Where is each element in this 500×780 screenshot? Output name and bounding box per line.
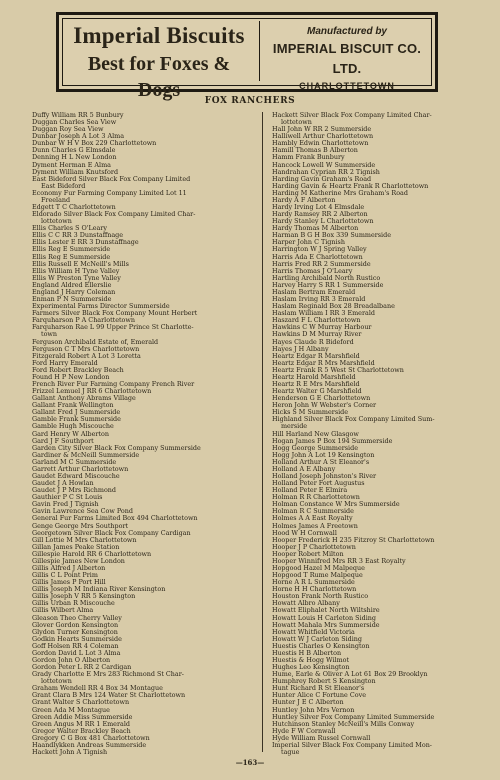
listing-entry: Gavin Lawrence Sea Cow Pond xyxy=(32,508,133,516)
listing-entry: Harman B G H Box 339 Summerside xyxy=(272,232,391,240)
listing-entry: Gillis C L Point Prim xyxy=(32,572,98,580)
listing-continuation: lottetown xyxy=(41,218,72,226)
listing-entry: Harris Thomas J O'Leary xyxy=(272,267,353,275)
listing-entry: Horne A R L Summerside xyxy=(272,579,355,587)
listing-entry: Heartz Walter G Marshfield xyxy=(272,388,362,396)
listing-entry: Gamble Frank Summerside xyxy=(32,416,121,424)
listing-entry: Huestis H B Alberton xyxy=(272,649,342,657)
listing-entry: Ellis Russell E McNeill's Mills xyxy=(32,260,129,268)
listing-entry: Howatt Albro Albany xyxy=(272,600,340,608)
listing-entry: Holland Peter Fort Augustus xyxy=(272,480,365,488)
listing-entry: Ford Harry Emerald xyxy=(32,359,98,367)
listing-entry: Haandlykken Andreas Summerside xyxy=(32,741,147,749)
listing-entry: Edgett T C Charlottetown xyxy=(32,204,116,212)
listing-entry: Heartz Edgar R Mrs Marshfield xyxy=(272,359,375,367)
listing-entry: Farquharson Rae L 99 Upper Prince St Charlotte- xyxy=(32,324,194,332)
listing-entry: Hyde F W Cornwall xyxy=(272,727,336,735)
listing-entry: Hardy Stanley L Charlottetown xyxy=(272,218,374,226)
listing-entry: Gordon Peter L RR 2 Cardigan xyxy=(32,664,132,672)
listing-entry: Gleason Theo Cherry Valley xyxy=(32,614,122,622)
listing-entry: Garrett Arthur Charlottetown xyxy=(32,465,129,473)
listing-entry: Frizzel Lemuel J RR 6 Charlottetown xyxy=(32,388,152,396)
listing-entry: Handrahan Cyprian RR 2 Tignish xyxy=(272,168,380,176)
listing-entry: Hancock Lowell W Summerside xyxy=(272,161,376,169)
listing-entry: Hambly Edwin Charlottetown xyxy=(272,140,369,148)
column-divider xyxy=(262,112,263,752)
listing-entry: Farquharson P A Charlottetown xyxy=(32,317,135,325)
ad-brand-line: Imperial Biscuits xyxy=(73,23,245,48)
listing-entry: Harris Fred RR 2 Summerside xyxy=(272,260,371,268)
listing-entry: Hawkins C W Murray Harbour xyxy=(272,324,372,332)
listing-entry: Gaudet Edward Miscouche xyxy=(32,472,120,480)
listing-entry: Genge George Mrs Southport xyxy=(32,522,129,530)
listing-entry: Gillis Wilbert Alma xyxy=(32,607,94,615)
listing-continuation: lottetown xyxy=(281,119,312,127)
listing-entry: Gardiner & McNeill Summerside xyxy=(32,451,140,459)
listing-entry: Gard J F Southport xyxy=(32,437,94,445)
listing-entry: Haslam Irving RR 3 Emerald xyxy=(272,296,366,304)
listing-entry: Eldorado Silver Black Fox Company Limited Char- xyxy=(32,211,196,219)
listing-entry: Dyment Herman E Alma xyxy=(32,161,111,169)
listing-entry: Heartz Frank R 5 West St Charlottetown xyxy=(272,366,404,374)
listing-continuation: tague xyxy=(281,749,300,757)
listing-entry: Harding Gavin Graham's Road xyxy=(272,175,372,183)
listing-entry: Grant Walter S Charlottetown xyxy=(32,699,130,707)
listing-entry: Grant Clara B Mrs 124 Water St Charlottetown xyxy=(32,692,186,700)
listing-entry: Gillis James P Port Hill xyxy=(32,579,106,587)
listing-entry: Hooper Frederick H 235 Fitzroy St Charlottetown xyxy=(272,536,435,544)
listing-entry: Hackett Silver Black Fox Company Limited Char- xyxy=(272,112,432,119)
listing-entry: Gillan James Peake Station xyxy=(32,543,120,551)
listing-entry: Hopgood Hazel M Malpeque xyxy=(272,565,365,572)
listing-entry: Gamble Hugh Miscouche xyxy=(32,423,114,431)
listing-entry: Howatt Louis H Carleton Siding xyxy=(272,614,376,622)
listing-entry: French River Fur Farming Company French River xyxy=(32,380,195,388)
listing-entry: Haszard F L Charlottetown xyxy=(272,317,361,325)
listing-entry: England Aldred Ellerslie xyxy=(32,281,112,289)
listing-entry: Gard Henry W Alberton xyxy=(32,430,109,438)
listing-entry: Holmes James A Freetown xyxy=(272,522,358,530)
listing-entry: Hamill Thomas B Alberton xyxy=(272,147,358,155)
listing-entry: Green Addie Miss Summerside xyxy=(32,713,133,721)
listing-entry: Hackett John A Tignish xyxy=(32,749,108,757)
listing-entry: Hill Harland New Glasgow xyxy=(272,430,359,438)
listing-entry: Holland Joseph Johnston's River xyxy=(272,472,377,480)
listing-entry: Goff Holsen RR 4 Coleman xyxy=(32,642,119,650)
listing-entry: Haslam Reginald Box 28 Breadalbane xyxy=(272,303,395,311)
listing-entry: Duggan Roy Sea View xyxy=(32,126,104,134)
listing-entry: Ellis Reg E Summerside xyxy=(32,253,111,261)
listing-entry: Heartz Edgar R Marshfield xyxy=(272,352,360,360)
listing-entry: Ellis Reg E Summerside xyxy=(32,246,111,254)
listing-entry: Howatt Eliphalet North Wiltshire xyxy=(272,607,380,615)
listing-entry: Gallant Anthony Abrams Village xyxy=(32,395,136,403)
listing-entry: Farmers Silver Black Fox Company Mount Herbert xyxy=(32,310,198,318)
listing-entry: Green Angus M RR 1 Emerald xyxy=(32,720,130,728)
listing-entry: Gillis Joseph V RR 5 Kensington xyxy=(32,593,136,601)
listing-entry: Highland Silver Black Fox Company Limited Sum- xyxy=(272,416,435,424)
listing-entry: Enman P N Summerside xyxy=(32,296,112,304)
listing-entry: Harris Ada E Charlottetown xyxy=(272,253,363,261)
listing-entry: Haslam Bertram Emerald xyxy=(272,288,356,296)
listing-entry: Ferguson Archibald Estate of, Emerald xyxy=(32,338,159,346)
listing-entry: Gregory C G Box 481 Charlottetown xyxy=(32,734,150,742)
listing-continuation: lottetown xyxy=(41,678,72,686)
listing-entry: Hamm Frank Bunbury xyxy=(272,154,345,162)
listing-entry: Found H P New London xyxy=(32,373,110,381)
listing-entry: Halliwell Arthur Charlottetown xyxy=(272,133,374,141)
listing-entry: Hunter J E C Alberton xyxy=(272,699,344,707)
section-title: FOX RANCHERS xyxy=(204,96,296,106)
listing-continuation: East Bideford xyxy=(41,182,86,190)
listing-entry: Experimental Farms Director Summerside xyxy=(32,303,170,311)
listing-entry: Howatt W J Carleton Siding xyxy=(272,635,362,643)
ad-divider xyxy=(259,21,260,81)
listing-entry: Hardy Irving Lot 4 Elmsdale xyxy=(272,204,365,212)
listing-entry: Hooper J P Charlottetown xyxy=(272,543,356,551)
listing-entry: Hopgood T Rume Malpeque xyxy=(272,572,363,580)
listing-entry: Ferguson C T Mrs Charlottetown xyxy=(32,345,140,353)
listing-entry: Glydon Turner Kensington xyxy=(32,628,118,636)
listing-entry: Holman R C Summerside xyxy=(272,508,354,516)
listing-entry: Horne H H Charlottetown xyxy=(272,586,357,594)
listing-entry: General Fur Farms Limited Box 494 Charlottetown xyxy=(32,515,198,523)
listing-entry: Holland A E Albany xyxy=(272,465,336,473)
listing-entry: Harding Gavin & Heartz Frank R Charlottetown xyxy=(272,182,429,190)
listing-entry: Howatt Whitfield Victoria xyxy=(272,628,355,636)
listing-entry: Hogan James P Box 194 Summerside xyxy=(272,437,393,445)
listing-entry: Glover Gordon Kensington xyxy=(32,621,119,629)
listing-entry: Garland M C Summerside xyxy=(32,458,117,466)
listing-entry: Haslam William I RR 3 Emerald xyxy=(272,310,375,318)
listing-continuation: Freeland xyxy=(41,196,71,204)
listing-entry: Gavin Fred J Tignish xyxy=(32,501,99,509)
listing-entry: Gill Lottie M Mrs Charlottetown xyxy=(32,536,137,544)
listing-continuation: town xyxy=(41,331,58,339)
listing-entry: Holman Constance W Mrs Summerside xyxy=(272,501,400,509)
listing-entry: Green Ada M Montague xyxy=(32,706,110,714)
listing-entry: Hicks S M Summerside xyxy=(272,409,349,417)
listing-entry: Gillespie Harold RR 6 Charlottetown xyxy=(32,550,152,558)
listing-entry: Hawkins D M Murray River xyxy=(272,331,362,339)
listing-entry: Holland Arthur A St Eleanor's xyxy=(272,458,370,466)
listing-entry: Huntley John Mrs Vernon xyxy=(272,706,355,714)
listing-entry: Hall John W RR 2 Summerside xyxy=(272,126,372,134)
listing-entry: Fitzgerald Robert A Lot 3 Loretta xyxy=(32,352,141,360)
listing-entry: Gillespie James New London xyxy=(32,557,125,565)
listing-entry: Georgetown Silver Black Fox Company Cardigan xyxy=(32,529,191,537)
listing-entry: Hogg George Summerside xyxy=(272,444,358,452)
listing-entry: Hardy A F Alberton xyxy=(272,196,336,204)
ad-manufactured-by: Manufactured by xyxy=(306,26,387,37)
listing-entry: Hartling Archibald North Rustico xyxy=(272,274,381,282)
listing-entry: Houston Frank North Rustico xyxy=(272,593,369,601)
listing-entry: Huestis & Hogg Wilmot xyxy=(272,657,350,665)
listing-entry: Huestis Charles O Kensington xyxy=(272,642,370,650)
listing-entry: Heartz Harold Marshfield xyxy=(272,373,356,381)
ad-tagline: Best for Foxes & Dogs xyxy=(87,53,231,101)
listing-entry: Gaudet J P Mrs Richmond xyxy=(32,487,117,495)
listing-entry: Gallant Frank Wellington xyxy=(32,402,114,410)
listing-entry: Hooper Robert Milton xyxy=(272,550,344,558)
listing-entry: Ellis C C RR 3 Dunstaffnage xyxy=(32,232,124,240)
page-number: —163— xyxy=(235,758,265,767)
listing-entry: Ellis W Preston Tyne Valley xyxy=(32,274,121,282)
listing-entry: Harper John C Tignish xyxy=(272,239,345,247)
right-column-listings xyxy=(272,112,490,756)
listing-entry: Hayes Claude R Bideford xyxy=(272,338,354,346)
listing-entry: Godkin Hearts Summerside xyxy=(32,635,122,643)
listing-entry: Heron John W Webster's Corner xyxy=(272,402,377,410)
listing-entry: Gordon John O Alberton xyxy=(32,657,111,665)
listing-entry: Hardy Ramsey RR 2 Alberton xyxy=(272,211,368,219)
listing-entry: Hood W H Cornwall xyxy=(272,529,337,537)
listing-entry: Humphrey Robert S Kensington xyxy=(272,678,376,686)
left-column-listings xyxy=(32,112,250,756)
ad-city: CHARLOTTETOWN xyxy=(299,81,395,91)
listing-entry: Gillis Urban R Miscouche xyxy=(32,600,115,608)
listing-entry: Harrington W J Spring Valley xyxy=(272,246,367,254)
listing-entry: Heartz R E Mrs Marshfield xyxy=(272,380,360,388)
listing-entry: Huntley Silver Fox Company Limited Summerside xyxy=(272,713,435,721)
listing-entry: Denning H L New London xyxy=(32,154,117,162)
advertisement-manufacturer xyxy=(263,25,431,91)
listing-entry: Harvey Harry S RR 1 Summerside xyxy=(272,281,384,289)
listing-entry: Gallant Fred J Summerside xyxy=(32,409,121,417)
listing-entry: Gauthier P C St Louis xyxy=(32,494,103,502)
listing-entry: Hunt Richard R St Eleanor's xyxy=(272,685,365,693)
listing-entry: Hooper Winnifred Mrs RR 3 East Royalty xyxy=(272,557,406,565)
listing-entry: Dunn Charles G Elmsdale xyxy=(32,147,116,155)
listing-entry: Dunbar Joseph A Lot 3 Alma xyxy=(32,133,125,141)
listing-entry: Gillis Alfred J Alberton xyxy=(32,565,106,572)
listing-entry: Holland Peter E Elmira xyxy=(272,487,348,495)
listing-entry: Hardy Thomas M Alberton xyxy=(272,225,359,233)
listing-entry: Ellis Lester E RR 3 Dunstaffnage xyxy=(32,239,139,247)
listing-entry: Holmes A A East Royalty xyxy=(272,515,353,523)
listing-entry: Holman R R Charlottetown xyxy=(272,494,360,502)
listing-entry: Duffy William RR 5 Bunbury xyxy=(32,112,124,119)
listing-entry: Henderson G E Charlottetown xyxy=(272,395,371,403)
listing-entry: Howatt Mahala Mrs Summerside xyxy=(272,621,380,629)
listing-entry: Hutchinson Stanley McNeill's Mills Conway xyxy=(272,720,415,728)
listing-entry: Imperial Silver Black Fox Company Limited Mon- xyxy=(272,741,432,749)
listing-entry: East Bideford Silver Black Fox Company Limited xyxy=(32,175,191,183)
listing-entry: Hughes Leo Kensington xyxy=(272,664,350,672)
listing-entry: Dunbar W H V Box 229 Charlottetown xyxy=(32,140,157,148)
listing-entry: Hogg John A Lot 19 Kensington xyxy=(272,451,375,459)
listing-entry: England J Harry Coleman xyxy=(32,288,116,296)
listing-entry: Hyde William Russel Cornwall xyxy=(272,734,371,742)
listing-entry: Harding M Katherine Mrs Graham's Road xyxy=(272,189,408,197)
listing-entry: Hume, Earle & Oliver A Lot 61 Box 29 Brooklyn xyxy=(272,671,428,679)
listing-entry: Ellis Charles S O'Leary xyxy=(32,225,108,233)
listing-entry: Duggan Charles Sea View xyxy=(32,119,117,127)
listing-entry: Ford Robert Brackley Beach xyxy=(32,366,124,374)
listing-entry: Economy Fur Farming Company Limited Lot 11 xyxy=(32,189,187,197)
listing-entry: Garden City Silver Black Fox Company Summerside xyxy=(32,444,201,452)
listing-entry: Graham Wendell RR 4 Box 34 Montague xyxy=(32,685,163,693)
listing-entry: Gillis Joseph M Indiana River Kensington xyxy=(32,586,166,594)
listing-entry: Gaudet J A Howlan xyxy=(32,480,94,488)
listing-entry: Dyment William Knutsford xyxy=(32,168,119,176)
advertisement-headline xyxy=(65,21,253,101)
ad-company-name: IMPERIAL BISCUIT CO. LTD. xyxy=(272,41,422,76)
listing-continuation: merside xyxy=(281,423,308,431)
listing-entry: Gregor Walter Brackley Beach xyxy=(32,727,131,735)
listing-entry: Hunter Alice C Fortune Cove xyxy=(272,692,366,700)
listing-entry: Hayes J H Albany xyxy=(272,345,329,353)
listing-entry: Grady Charlotte E Mrs 283 Richmond St Char- xyxy=(32,671,184,679)
listing-entry: Gordon David L Lot 3 Alma xyxy=(32,649,121,657)
listing-entry: Ellis William H Tyne Valley xyxy=(32,267,120,275)
